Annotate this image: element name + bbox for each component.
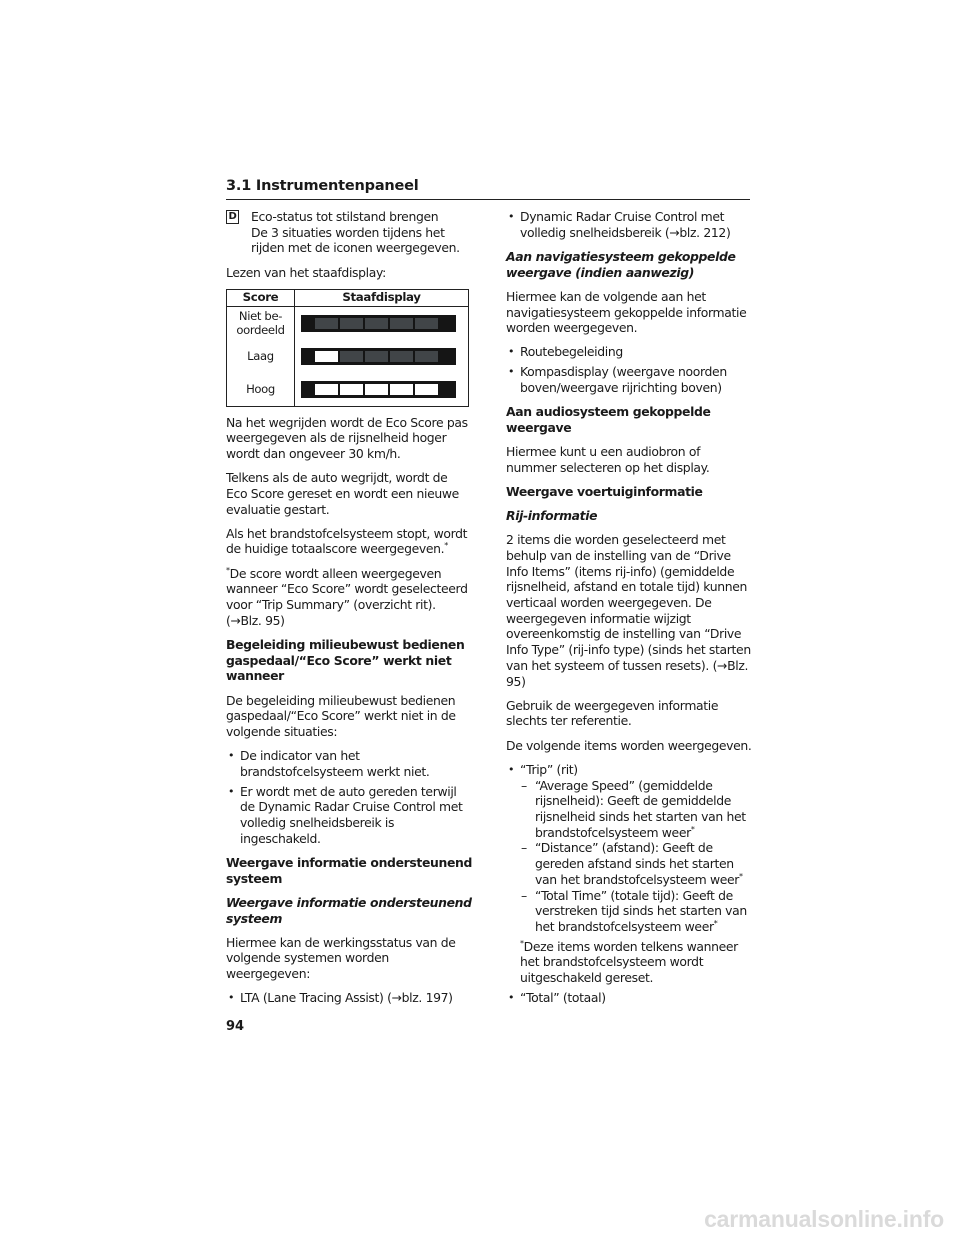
trip-item-text: “Total Time” (totale tijd): Geeft de verstreken tijd sinds het starten van het brandstofcelsysteem weer [535, 887, 747, 934]
bar-segment-lit [340, 384, 363, 395]
trip-label: • “Trip” (rit) [520, 761, 578, 777]
list-support-systems [226, 990, 472, 1006]
paragraph-not-working-situations: De begeleiding milieubewust bedienen gaspedaal/“Eco Score” werkt niet in de volgende situaties: [226, 692, 456, 739]
bar-segment-lit [315, 351, 338, 362]
trip-item-text: “Distance” (afstand): Geeft de gereden afstand sinds het starten van het brandstofcelsysteem weer [535, 840, 740, 887]
watermark: carmanualsonline.info [704, 1206, 944, 1232]
bar-segment-lit [365, 384, 388, 395]
footnote-marker: * [690, 824, 695, 834]
paragraph-eco-score-reset: Telkens als de auto wegrijdt, wordt de Eco Score gereset en wordt een nieuwe evaluatie gestart. [226, 470, 459, 517]
right-column [506, 209, 752, 1014]
list-item [520, 778, 752, 841]
bar-segment-unlit [390, 351, 413, 362]
heading-navigation-display: Aan navigatiesysteem gekoppelde weergave (indien aanwezig) [506, 248, 736, 280]
heading-support-system-display: Weergave informatie ondersteunend systeem [226, 854, 473, 886]
paragraph-drive-info: 2 items die worden geselecteerd met behulp van de instelling van de “Drive Info Items” (items rij-info) (gemiddelde rijsnelheid, afstand en totale tijd) kunnen verticaal worden weergegeven. De weergegeven informatie wijzigt overeenkomstig de instelling van “Drive Info Type” (rij-info type) (sinds het starten van het systeem of tussen resets). (→Blz. 95) [506, 532, 751, 689]
bar-segment-unlit [340, 351, 363, 362]
subheading-support-system-display: Weergave informatie ondersteunend systeem [226, 894, 472, 926]
list-item: • Kompasdisplay (weergave noorden boven/weergave rijrichting boven) [506, 364, 752, 395]
eco-score-bar [301, 315, 456, 332]
list-item: • Er wordt met de auto gereden terwijl de Dynamic Radar Cruise Control met volledig snelheidsbereik is ingeschakeld. [226, 784, 472, 847]
footnote-marker: * [226, 565, 230, 575]
total-score-text: Als het brandstofcelsysteem stopt, wordt de huidige totaalscore weergegeven. [226, 525, 468, 557]
footnote-marker: * [739, 871, 743, 881]
score-bar-cell [295, 306, 469, 340]
bar-segment-unlit [415, 318, 438, 329]
paragraph-support-systems: Hiermee kan de werkingsstatus van de volgende systemen worden weergegeven: [226, 934, 456, 982]
section-header: 3.1 Instrumentenpaneel [226, 178, 750, 200]
footnote-trip-items [520, 939, 752, 986]
heading-audio-display: Aan audiosysteem gekoppelde weergave [506, 404, 711, 435]
bar-segment-lit [390, 384, 413, 395]
bar-segment-unlit [365, 351, 388, 362]
bar-display-intro: Lezen van het staafdisplay: [226, 264, 386, 280]
paragraph-audio-display: Hiermee kunt u een audiobron of nummer selecteren op het display. [506, 443, 710, 475]
list-navigation-info [506, 344, 752, 395]
paragraph-eco-score-speed: Na het wegrijden wordt de Eco Score pas weergegeven als de rijsnelheid hoger wordt dan ongeveer 30 km/h. [226, 414, 468, 461]
list-item: • Dynamic Radar Cruise Control met volledig snelheidsbereik (→blz. 212) [506, 209, 752, 240]
score-bar-cell [295, 373, 469, 407]
list-item: • De indicator van het brandstofcelsysteem werkt niet. [226, 748, 472, 779]
page-number: 94 [226, 1019, 245, 1034]
footnote-eco-score-text: De score wordt alleen weergegeven wanneer “Eco Score” wordt geselecteerd voor “Trip Summary” (overzicht rit). (→Blz. 95) [226, 565, 468, 628]
list-item: • LTA (Lane Tracing Assist) (→blz. 197) [226, 990, 472, 1006]
list-item-total: • “Total” (totaal) [506, 990, 752, 1006]
paragraph-total-score [226, 526, 472, 557]
eco-score-bar [301, 348, 456, 365]
heading-vehicle-info: Weergave voertuiginformatie [506, 483, 703, 499]
bar-segment-unlit [365, 318, 388, 329]
list-item: • Routebegeleiding [506, 344, 752, 360]
footnote-trip-text: Deze items worden telkens wanneer het brandstofcelsysteem wordt uitgeschakeld gereset. [520, 938, 738, 986]
bar-segment-unlit [340, 318, 363, 329]
marker-item-d [226, 209, 472, 256]
bar-segment-unlit [390, 318, 413, 329]
table-row [227, 340, 469, 373]
score-label: Niet be- oordeeld [227, 306, 295, 340]
footnote-marker: * [520, 938, 524, 948]
marker-description: De 3 situaties worden tijdens het rijden met de iconen weergegeven. [251, 224, 460, 256]
paragraph-navigation-display: Hiermee kan de volgende aan het navigatiesysteem gekoppelde informatie worden weergegeven. [506, 288, 747, 336]
footnote-marker: * [713, 918, 718, 928]
list-item [520, 888, 752, 935]
trip-item-text: “Average Speed” (gemiddelde rijsnelheid): Geeft de gemiddelde rijsnelheid sinds het starten van het brandstofcelsysteem weer [535, 777, 746, 840]
table-row [227, 373, 469, 407]
paragraph-items-shown: De volgende items worden weergegeven. [506, 737, 752, 753]
score-label: Laag [227, 340, 295, 373]
marker-d-badge: D [226, 210, 239, 224]
paragraph-reference-only: Gebruik de weergegeven informatie slechts ter referentie. [506, 697, 719, 729]
bar-column-header: Staafdisplay [295, 289, 469, 306]
left-column [226, 209, 472, 1015]
list-support-systems-continued [506, 209, 752, 240]
table-row [227, 306, 469, 340]
bar-segment-unlit [315, 318, 338, 329]
score-column-header: Score [227, 289, 295, 306]
eco-score-bar [301, 381, 456, 398]
list-trip-items [520, 778, 752, 935]
bar-segment-lit [315, 384, 338, 395]
list-item-trip [506, 762, 752, 986]
marker-title: Eco-status tot stilstand brengen [251, 209, 439, 224]
score-bar-cell [295, 340, 469, 373]
score-table [226, 289, 469, 407]
subheading-drive-info: Rij-informatie [506, 508, 598, 524]
list-item [520, 840, 752, 887]
score-label: Hoog [227, 373, 295, 407]
footnote-eco-score [226, 566, 472, 629]
heading-eco-score-not-working: Begeleiding milieubewust bedienen gaspedaal/“Eco Score” werkt niet wanneer [226, 636, 465, 684]
bar-segment-unlit [415, 351, 438, 362]
footnote-marker: * [444, 541, 448, 551]
bar-segment-lit [415, 384, 438, 395]
list-not-working-situations [226, 748, 472, 846]
list-drive-info-items [506, 762, 752, 1006]
